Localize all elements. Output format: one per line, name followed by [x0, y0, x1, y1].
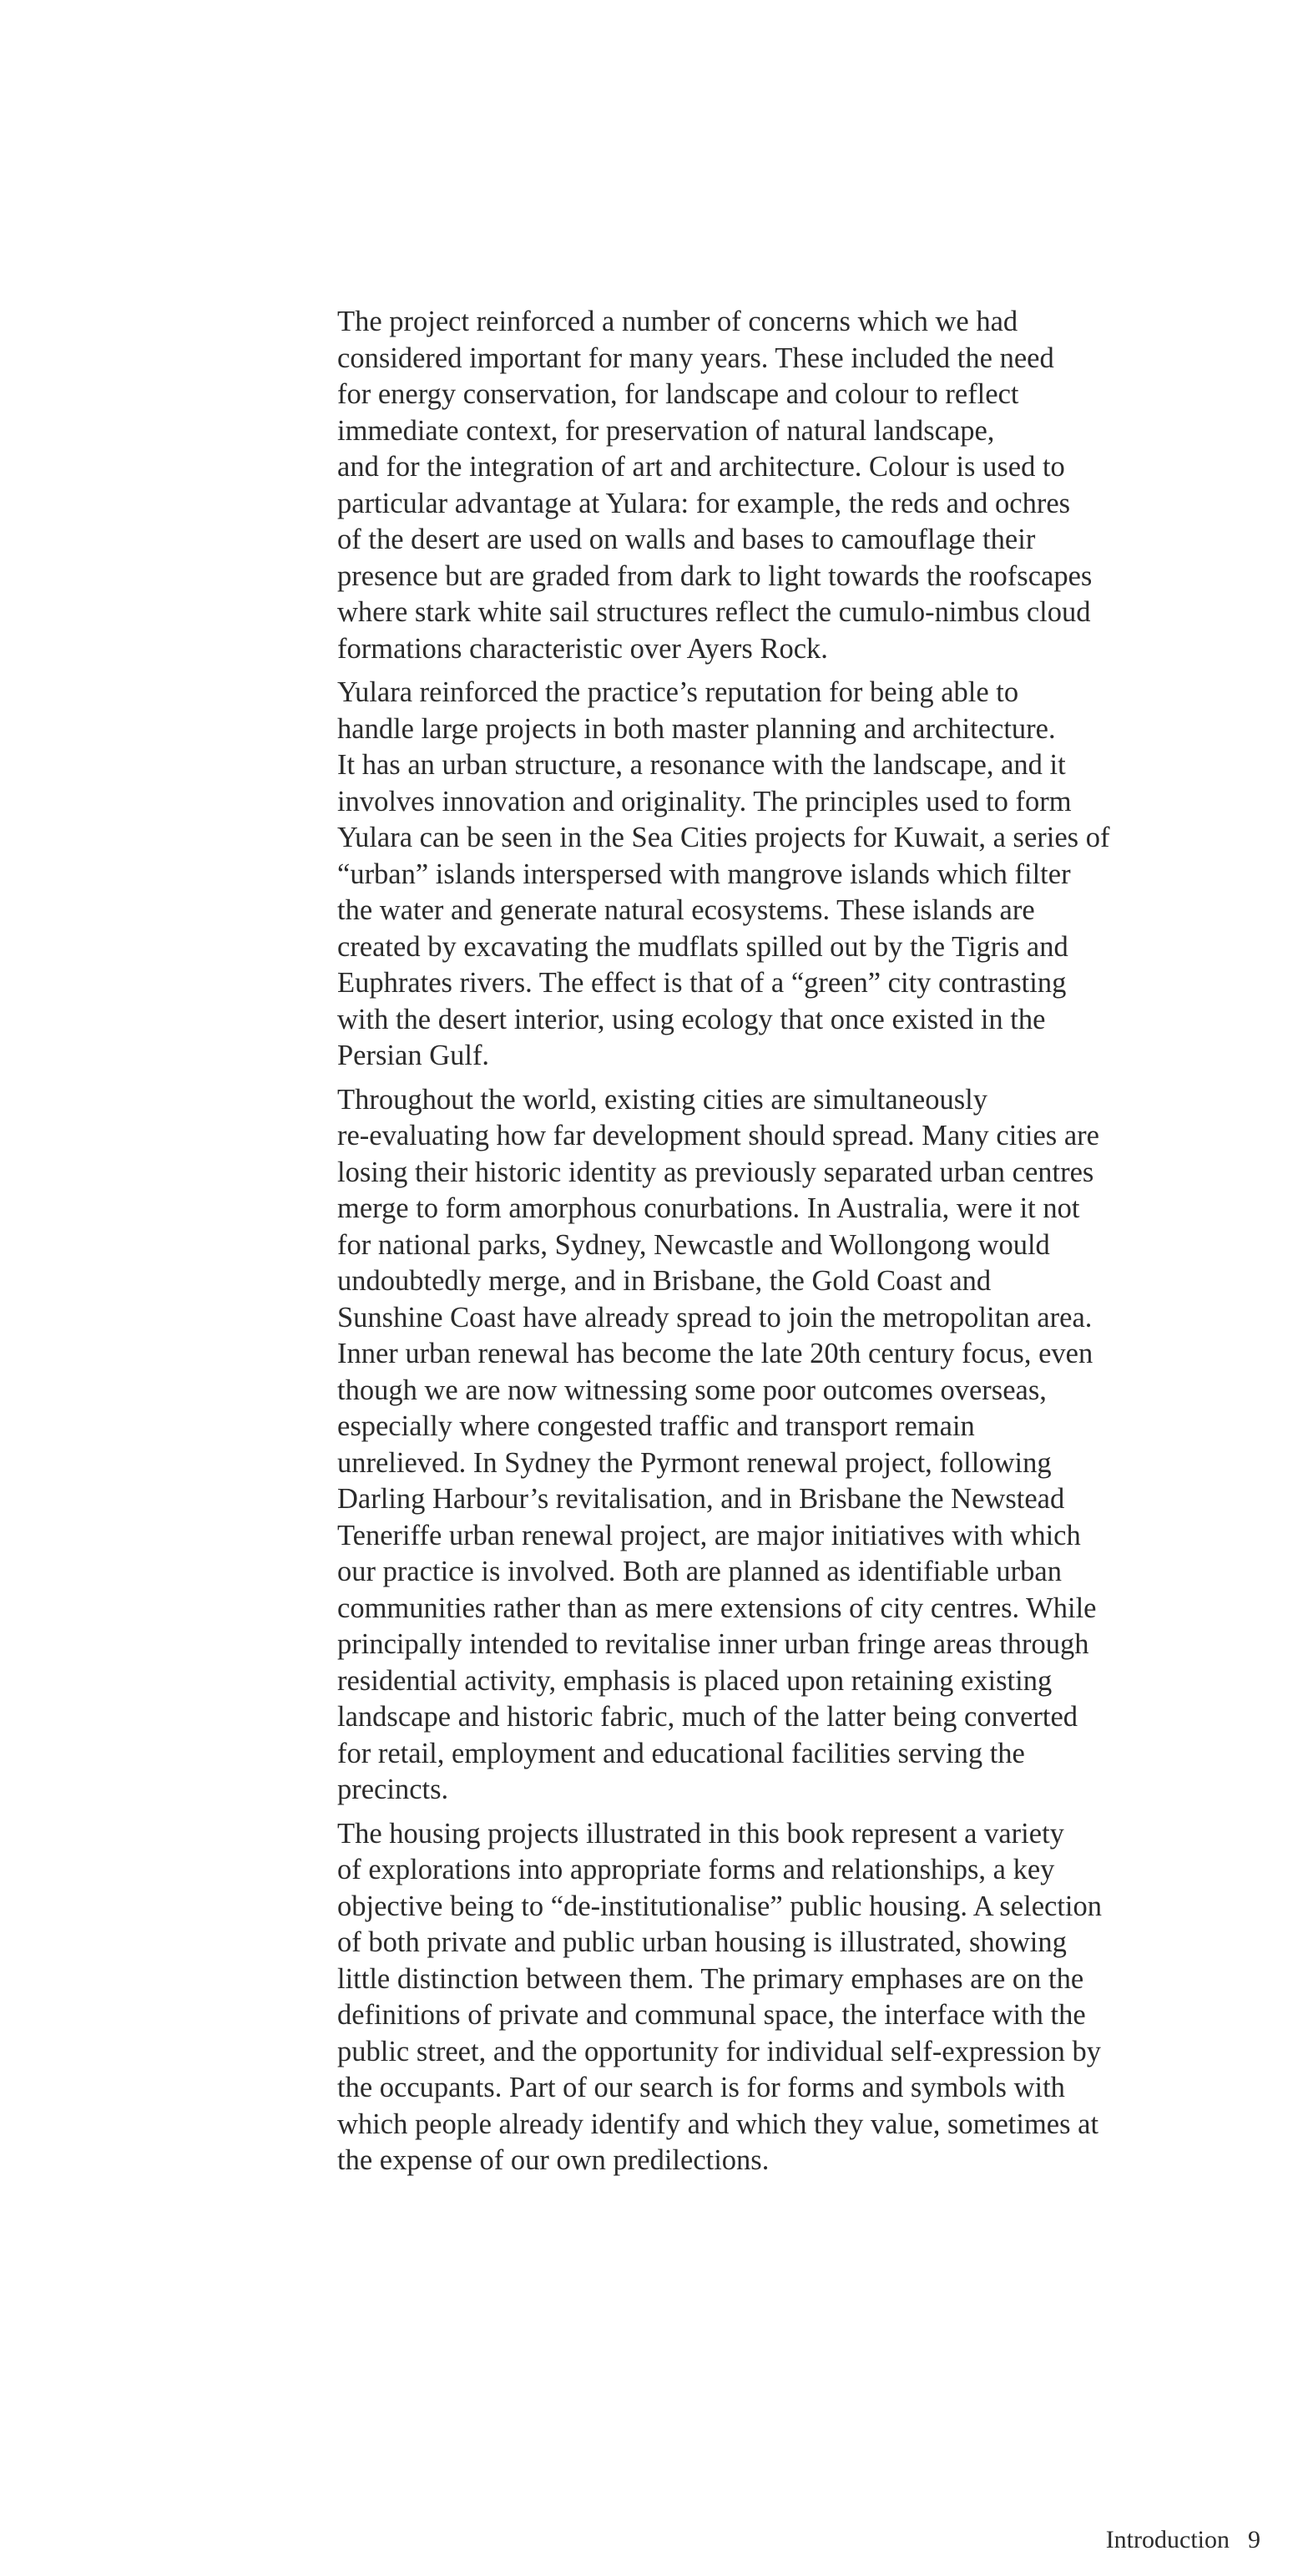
text-line: Sunshine Coast have already spread to join the metropolitan area.: [337, 1301, 1093, 1334]
text-line: presence but are graded from dark to light towards the roofscapes: [337, 559, 1093, 592]
text-line: Inner urban renewal has become the late 20th century focus, even: [337, 1338, 1093, 1369]
text-line: for retail, employment and educational facilities serving the: [337, 1737, 1025, 1769]
page-number: 9: [1248, 2526, 1260, 2553]
text-line: precincts.: [337, 1774, 449, 1805]
text-line: communities rather than as mere extensions of city centres. While: [337, 1592, 1097, 1624]
text-line: public street, and the opportunity for individual self-expression by: [337, 2035, 1102, 2067]
text-line: the expense of our own predilections.: [337, 2144, 770, 2176]
text-line: Throughout the world, existing cities are simultaneously: [337, 1083, 987, 1116]
text-line: the water and generate natural ecosystems. These islands are: [337, 894, 1035, 926]
text-line: little distinction between them. The primary emphases are on the: [337, 1962, 1084, 1995]
text-line: where stark white sail structures reflect the cumulo-nimbus cloud: [337, 596, 1091, 628]
paragraph: [337, 675, 1280, 1075]
text-line: It has an urban structure, a resonance with the landscape, and it: [337, 749, 1066, 781]
page-footer: [1106, 2523, 1260, 2557]
text-line: Euphrates rivers. The effect is that of a “green” city contrasting: [337, 967, 1067, 999]
text-line: of explorations into appropriate forms and relationships, a key: [337, 1854, 1055, 1885]
text-line: particular advantage at Yulara: for example, the reds and ochres: [337, 487, 1071, 519]
text-line: landscape and historic fabric, much of the latter being converted: [337, 1701, 1078, 1733]
text-line: Yulara reinforced the practice’s reputation for being able to: [337, 676, 1019, 708]
text-line: of both private and public urban housing is illustrated, showing: [337, 1926, 1067, 1958]
text-line: involves innovation and originality. The principles used to form: [337, 785, 1072, 817]
text-line: losing their historic identity as previously separated urban centres: [337, 1156, 1094, 1188]
text-line: unrelieved. In Sydney the Pyrmont renewal project, following: [337, 1446, 1052, 1479]
paragraph: [337, 1816, 1280, 2179]
text-line: especially where congested traffic and transport remain: [337, 1410, 975, 1442]
text-line: our practice is involved. Both are planned as identifiable urban: [337, 1556, 1062, 1587]
text-line: of the desert are used on walls and bases to camouflage their: [337, 524, 1036, 555]
text-line: undoubtedly merge, and in Brisbane, the Gold Coast and: [337, 1265, 992, 1297]
text-line: “urban” islands interspersed with mangrove islands which filter: [337, 858, 1071, 890]
text-line: though we are now witnessing some poor outcomes overseas,: [337, 1374, 1047, 1406]
text-line: Teneriffe urban renewal project, are major initiatives with which: [337, 1519, 1081, 1551]
text-line: definitions of private and communal space, the interface with the: [337, 1999, 1086, 2031]
text-line: formations characteristic over Ayers Rock.: [337, 632, 828, 665]
text-line: Yulara can be seen in the Sea Cities projects for Kuwait, a series of: [337, 822, 1110, 853]
text-line: principally intended to revitalise inner urban fringe areas through: [337, 1628, 1089, 1660]
body-text: [337, 304, 1280, 2187]
text-line: and for the integration of art and architecture. Colour is used to: [337, 451, 1065, 483]
text-line: Darling Harbour’s revitalisation, and in Brisbane the Newstead: [337, 1483, 1065, 1515]
paragraph: [337, 1082, 1280, 1809]
text-line: which people already identify and which they value, sometimes at: [337, 2108, 1099, 2140]
text-line: Persian Gulf.: [337, 1040, 490, 1071]
running-footer-section: Introduction: [1105, 2526, 1230, 2553]
text-line: created by excavating the mudflats spilled out by the Tigris and: [337, 930, 1068, 963]
text-line: residential activity, emphasis is placed upon retaining existing: [337, 1664, 1053, 1697]
text-line: merge to form amorphous conurbations. In Australia, were it not: [337, 1192, 1080, 1224]
text-line: handle large projects in both master planning and architecture.: [337, 712, 1056, 745]
paragraph: [337, 304, 1280, 667]
text-line: for energy conservation, for landscape and colour to reflect: [337, 378, 1019, 410]
text-line: considered important for many years. These included the need: [337, 342, 1054, 374]
text-line: immediate context, for preservation of natural landscape,: [337, 414, 995, 447]
text-line: The project reinforced a number of concerns which we had: [337, 306, 1018, 337]
text-line: objective being to “de-institutionalise” public housing. A selection: [337, 1890, 1102, 1922]
text-line: The housing projects illustrated in this book represent a variety: [337, 1817, 1064, 1850]
text-line: for national parks, Sydney, Newcastle and Wollongong would: [337, 1228, 1050, 1261]
text-line: the occupants. Part of our search is for forms and symbols with: [337, 2072, 1065, 2103]
text-line: with the desert interior, using ecology that once existed in the: [337, 1003, 1046, 1035]
text-line: re-evaluating how far development should spread. Many cities are: [337, 1120, 1099, 1151]
